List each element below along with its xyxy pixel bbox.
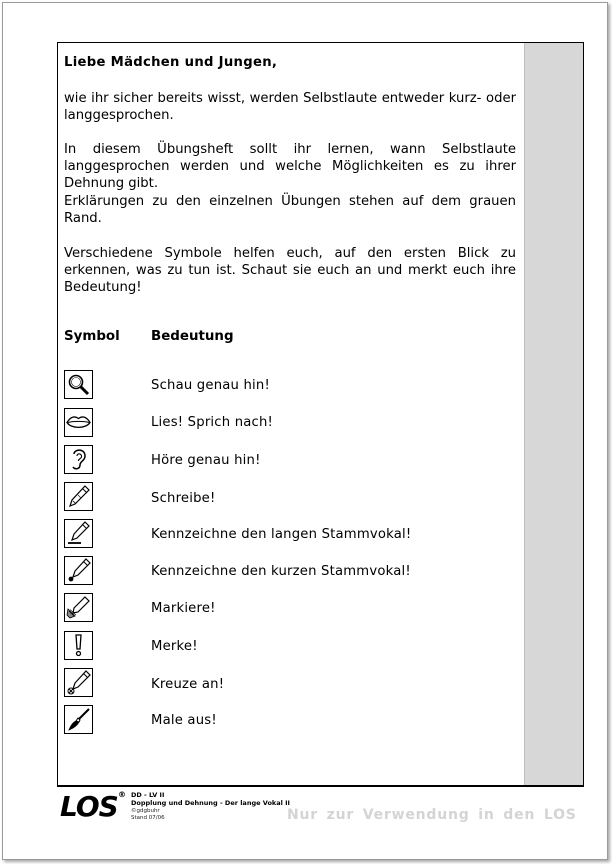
pencil-icon bbox=[64, 482, 93, 511]
meaning-listen: Höre genau hin! bbox=[151, 453, 261, 468]
magnifier-icon bbox=[64, 370, 93, 399]
watermark: Nur zur Verwendung in den LOS bbox=[287, 807, 577, 823]
exclamation-icon bbox=[64, 631, 93, 660]
meaning-write: Schreibe! bbox=[151, 491, 216, 506]
footer-date: Stand 07/06 bbox=[131, 815, 165, 821]
pencil-cross-icon bbox=[64, 668, 93, 697]
footer-copyright: ©gdgbuhr bbox=[131, 808, 160, 814]
meaning-cross: Kreuze an! bbox=[151, 677, 225, 692]
logo-text: LOS bbox=[60, 790, 118, 823]
header-meaning: Bedeutung bbox=[151, 329, 234, 344]
footer-series: DD - LV II bbox=[131, 791, 165, 799]
grey-margin-divider bbox=[524, 43, 525, 785]
highlighter-icon bbox=[64, 593, 93, 622]
ear-icon bbox=[64, 445, 93, 474]
meaning-read: Lies! Sprich nach! bbox=[151, 415, 274, 430]
meaning-mark: Markiere! bbox=[151, 601, 216, 616]
greeting: Liebe Mädchen und Jungen, bbox=[64, 55, 278, 70]
lips-icon bbox=[64, 408, 93, 437]
pencil-underline-icon bbox=[64, 519, 93, 548]
meaning-remember: Merke! bbox=[151, 639, 198, 654]
header-symbol: Symbol bbox=[64, 329, 120, 344]
intro-paragraph-4: Verschiedene Symbole helfen euch, auf den ersten Blick zu erkennen, was zu tun ist. Schaut sie euch an und merkt euch ihre Bedeutung! bbox=[64, 246, 516, 295]
logo-registered-mark: ® bbox=[118, 790, 126, 799]
intro-paragraph-3: Erklärungen zu den einzelnen Übungen stehen auf dem grauen Rand. bbox=[64, 194, 516, 226]
footer-title: Dopplung und Dehnung - Der lange Vokal II bbox=[131, 799, 290, 807]
paintbrush-icon bbox=[64, 705, 93, 734]
meaning-paint: Male aus! bbox=[151, 713, 217, 728]
meaning-short-vowel: Kennzeichne den kurzen Stammvokal! bbox=[151, 564, 411, 579]
los-logo bbox=[60, 790, 130, 824]
meaning-long-vowel: Kennzeichne den langen Stammvokal! bbox=[151, 527, 412, 542]
meaning-look: Schau genau hin! bbox=[151, 378, 270, 393]
footer-rule bbox=[57, 786, 584, 787]
intro-paragraph-2: In diesem Übungsheft sollt ihr lernen, wann Selbstlaute langgesprochen werden und welche Möglichkeiten es zu ihrer Dehnung gibt. bbox=[64, 142, 516, 191]
grey-margin bbox=[525, 43, 583, 785]
intro-paragraph-1: wie ihr sicher bereits wisst, werden Selbstlaute entweder kurz- oder langgesprochen. bbox=[64, 91, 516, 123]
pencil-dot-icon bbox=[64, 556, 93, 585]
